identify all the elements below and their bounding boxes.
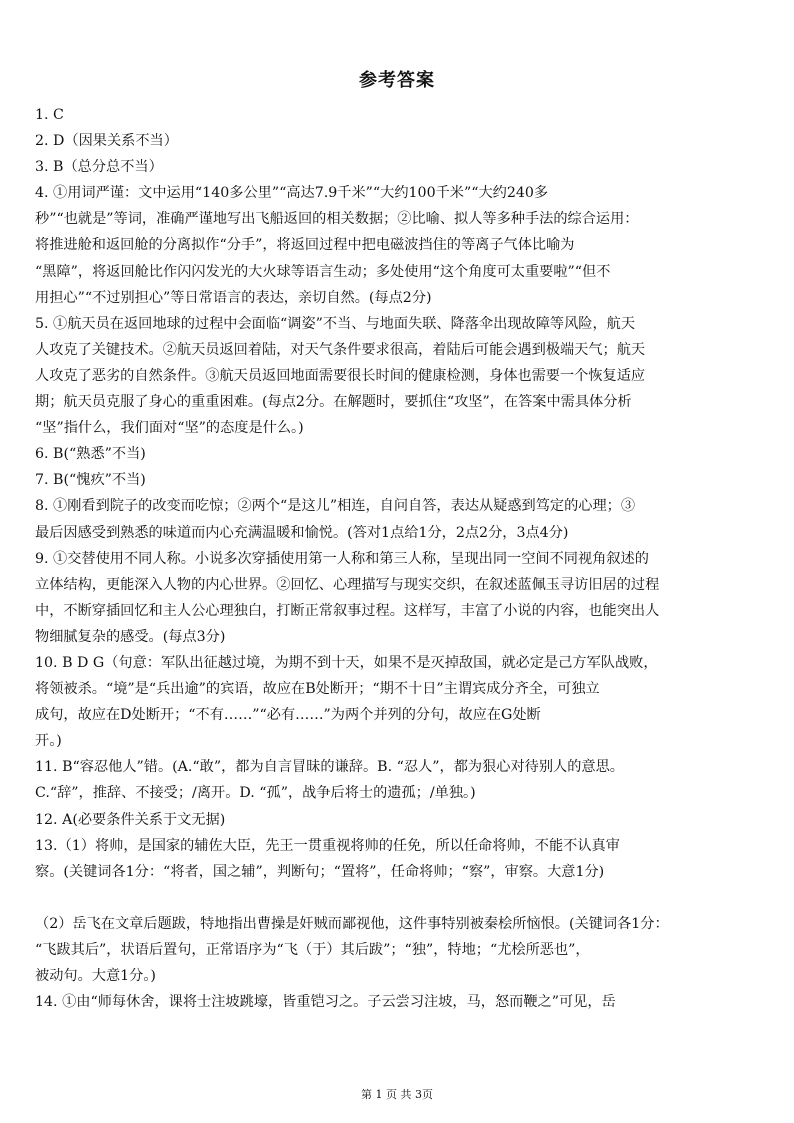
text-line: 用担心”“不过别担心”等日常语言的表达，亲切自然。(每点2分) [35,289,432,306]
text-line: 中，不断穿插回忆和主人公心理独白，打断正常叙事过程。这样写，丰富了小说的内容，也能突出人 [35,602,660,619]
text-line: 12. A(必要条件关系于文无据) [35,811,226,828]
text-line: “坚”指什么，我们面对“坚”的态度是什么。) [35,420,304,437]
text-line: （2）岳飞在文章后题跋，特地指出曹操是奸贼而鄙视他，这件事特别被秦桧所恼恨。(关键词各1分： [35,915,669,932]
text-line: 2. D（因果关系不当） [35,133,178,150]
page-title: 参考答案 [359,70,435,91]
text-line: 9. ①交替使用不同人称。小说多次穿插使用第一人称和第三人称，呈现出同一空间不同视角叙述的 [35,550,649,567]
text-line: 成句，故应在D处断开；“不有……”“必有……”为两个并列的分句，故应在G处断 [35,707,541,724]
text-line: 察。(关键词各1分：“将者，国之辅”，判断句；“置将”，任命将帅；“察”，审察。大意1分) [35,863,605,880]
text-line: 开。) [35,733,62,750]
text-line: 3. B（总分总不当） [35,159,163,176]
text-line: 13.（1）将帅，是国家的辅佐大臣，先王一贯重视将帅的任免，所以任命将帅，不能不认真审 [35,837,620,854]
text-line: 1. C [35,107,64,123]
text-line: “黑障”，将返回舱比作闪闪发光的大火球等语言生动；多处使用“这个角度可太重要啦”“但不 [35,263,611,280]
text-line [35,885,757,911]
text-line: 14. ①由“师每休舍，课将士注坡跳壕，皆重铠习之。子云尝习注坡，马，怒而鞭之”可见，岳 [35,994,616,1011]
text-line: 立体结构，更能深入人物的内心世界。②回忆、心理描写与现实交织，在叙述蓝佩玉寻访旧居的过程 [35,576,660,593]
text-line: 5. ①航天员在返回地球的过程中会面临“调姿”不当、与地面失联、降落伞出现故障等风险，航天 [35,315,636,332]
answer-content [35,102,757,1015]
text-line: 最后因感受到熟悉的味道而内心充满温暖和愉悦。(答对1点给1分，2点2分，3点4分) [35,524,569,541]
text-line: 8. ①刚看到院子的改变而吃惊；②两个“是这儿”相连，自问自答，表达从疑惑到笃定的心理；③ [35,498,636,515]
text-line: 人攻克了关键技术。②航天员返回着陆，对天气条件要求很高，着陆后可能会遇到极端天气；航天 [35,341,646,358]
text-line: 4. ①用词严谨：文中运用“140多公里”“高达7.9千米”“大约100千米”“大约240多 [35,185,549,202]
text-line: 10. B D G（句意：军队出征越过境，为期不到十天，如果不是灭掉敌国，就必定是己方军队战败， [35,654,658,671]
text-line: “飞跋其后”，状语后置句，正常语序为“飞（于）其后跋”；“独”，特地；“尤桧所恶也”， [35,942,590,958]
text-line: 将推进舱和返回舱的分离拟作“分手”，将返回过程中把电磁波挡住的等离子气体比喻为 [35,237,575,254]
page-footer: 第 1 页 共 3页 [361,1088,433,1101]
text-line: 物细腻复杂的感受。(每点3分) [35,628,226,645]
text-line: 6. B(“熟悉”不当) [35,446,146,463]
text-line: 11. B“容忍他人”错。(A.“敢”，都为自言冒昧的谦辞。B. “忍人”，都为狠心对待别人的意思。 [35,759,624,776]
text-line: 秒”“也就是”等词，准确严谨地写出飞船返回的相关数据；②比喻、拟人等多种手法的综合运用： [35,211,639,228]
text-line: 期；航天员克服了身心的重重困难。(每点2分。在解题时，要抓住“攻坚”，在答案中需具体分析 [35,394,632,411]
text-line: 7. B(“愧疚”不当) [35,472,146,489]
text-line: 人攻克了恶劣的自然条件。③航天员返回地面需要很长时间的健康检测，身体也需要一个恢复适应 [35,367,646,384]
text-line: C.“辞”，推辞、不接受；/离开。D. “孤”，战争后将士的遗孤；/单独。) [35,785,476,802]
text-line: 被动句。大意1分。) [35,968,156,985]
text-line: 将领被杀。“境”是“兵出逾”的宾语，故应在B处断开；“期不十日”主谓宾成分齐全，可独立 [35,681,600,698]
